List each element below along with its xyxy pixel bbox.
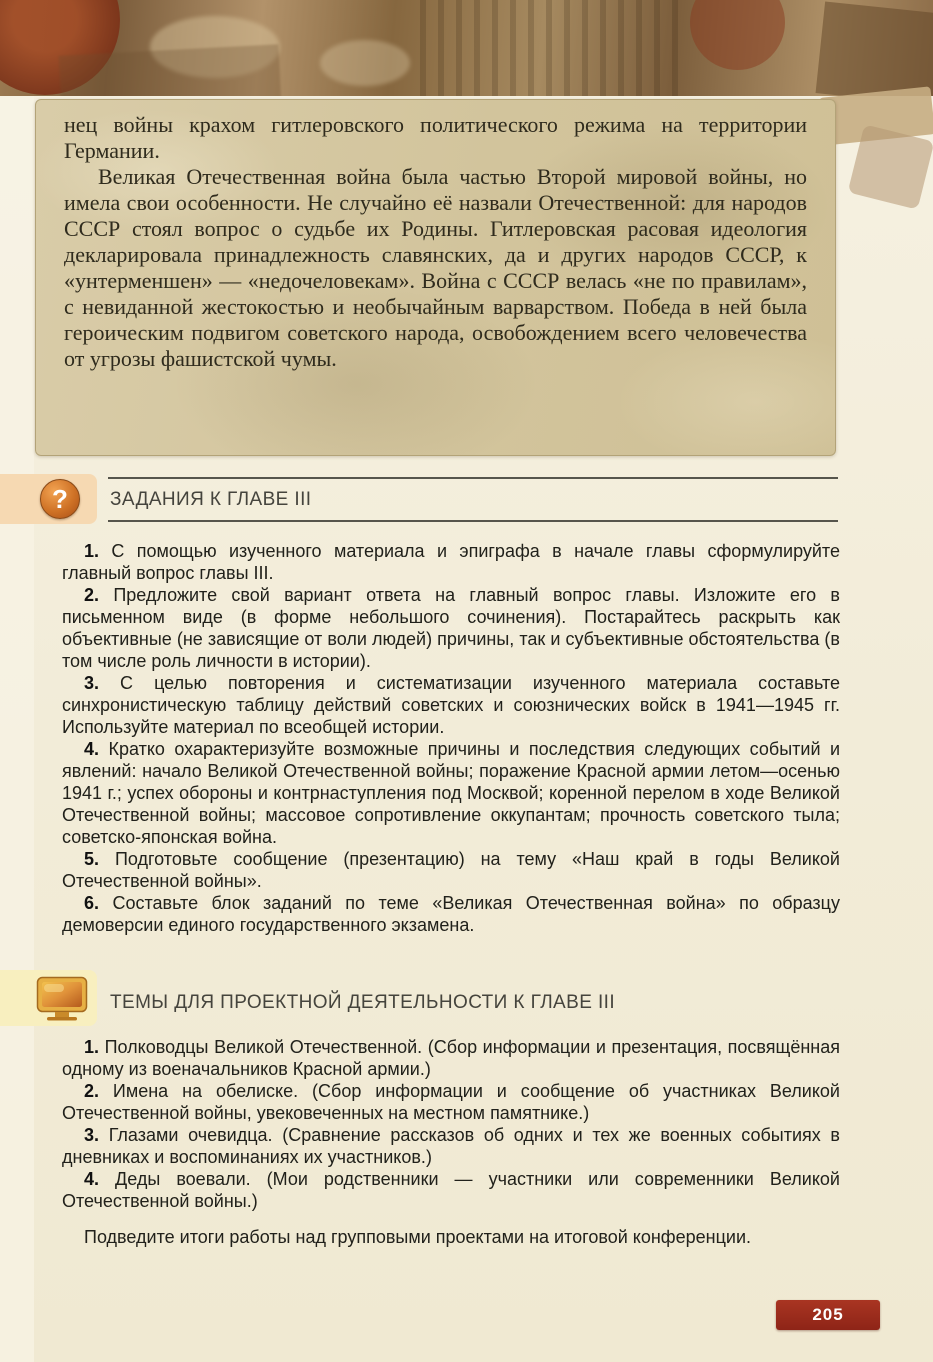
task-text: Предложите свой вариант ответа на главный вопрос главы. Изложите его в письменном виде (в форме небольшого сочинения). Постарайтесь раскрыть как объективные (не зависящие от воли людей) причины, так и субъективные обстоятельства (в том числе роль личности в истории).	[62, 585, 840, 671]
task-text: С целью повторения и систематизации изученного материала составьте синхронистическую таблицу действий советских и союзнических войск в 1941—1945 гг. Используйте материал по всеобщей истории.	[62, 673, 840, 737]
task-text: Составьте блок заданий по теме «Великая Отечественная война» по образцу демоверсии единого государственного экзамена.	[62, 893, 840, 935]
projects-section-title: ТЕМЫ ДЛЯ ПРОЕКТНОЙ ДЕЯТЕЛЬНОСТИ К ГЛАВЕ III	[110, 992, 615, 1013]
collage-red-shape	[690, 0, 785, 70]
project-item	[62, 1080, 840, 1124]
project-number: 2.	[84, 1081, 100, 1101]
project-text: Имена на обелиске. (Сбор информации и сообщение об участниках Великой Отечественной войны, увековеченных на местном памятнике.)	[62, 1081, 840, 1123]
summary-text-box	[35, 99, 836, 456]
task-item	[62, 540, 840, 584]
tasks-list	[62, 540, 840, 936]
collage-light-spot	[320, 40, 410, 86]
project-number: 4.	[84, 1169, 100, 1189]
page-margin-strip	[0, 96, 34, 1362]
project-text: Глазами очевидца. (Сравнение рассказов об одних и тех же военных событиях в дневниках и воспоминаниях их участников.)	[62, 1125, 840, 1167]
project-number: 1.	[84, 1037, 100, 1057]
task-item	[62, 672, 840, 738]
project-text: Полководцы Великой Отечественной. (Сбор информации и презентация, посвящённая одному из военачальников Красной армии.)	[62, 1037, 840, 1079]
task-item	[62, 848, 840, 892]
project-item	[62, 1036, 840, 1080]
task-number: 1.	[84, 541, 100, 561]
collage-dark-shape	[816, 1, 933, 96]
task-item	[62, 738, 840, 848]
projects-list	[62, 1036, 840, 1248]
task-number: 6.	[84, 893, 100, 913]
question-icon: ?	[40, 479, 80, 519]
tasks-section-title: ЗАДАНИЯ К ГЛАВЕ III	[110, 489, 312, 510]
section-divider-bottom	[108, 520, 838, 522]
task-number: 4.	[84, 739, 100, 759]
task-item	[62, 584, 840, 672]
task-number: 3.	[84, 673, 100, 693]
project-item	[62, 1124, 840, 1168]
task-item	[62, 892, 840, 936]
task-number: 2.	[84, 585, 100, 605]
project-text: Деды воевали. (Мои родственники — участники или современники Великой Отечественной войны.)	[62, 1169, 840, 1211]
project-number: 3.	[84, 1125, 100, 1145]
task-number: 5.	[84, 849, 100, 869]
monitor-icon	[36, 976, 88, 1027]
collage-building-strokes	[420, 0, 690, 96]
summary-paragraph: нец войны крахом гитлеровского политического режима на территории Германии.	[64, 112, 807, 163]
summary-paragraph: Великая Отечественная война была частью Второй мировой войны, но имела свои особенности. Не случайно её назвали Отечественной: для народов СССР стоял вопрос о судьбе их Родины. Гитлеровская расовая идеология декларировала принадлежность славянских, да и других народов СССР, к «унтерменшен» — «недочеловекам». Война с СССР велась «не по правилам», с невиданной жестокостью и необычайным варварством. Победа в ней была героическим подвигом советского народа, освобождением всего человечества от угрозы фашистской чумы.	[64, 164, 807, 371]
header-collage-art	[0, 0, 933, 96]
section-divider-top	[108, 477, 838, 479]
task-text: Кратко охарактеризуйте возможные причины и последствия следующих событий и явлений: начало Великой Отечественной войны; поражение Красной армии летом—осенью 1941 г.; успех обороны и контрнаступления под Москвой; коренной перелом в ходе Великой Отечественной войны; массовое сопротивление оккупантам; прочность советского тыла; советско-японская война.	[62, 739, 840, 847]
task-text: Подготовьте сообщение (презентацию) на тему «Наш край в годы Великой Отечественной войны».	[62, 849, 840, 891]
collage-fragment	[848, 124, 933, 209]
projects-footer-note: Подведите итоги работы над групповыми проектами на итоговой конференции.	[84, 1227, 752, 1247]
project-item	[62, 1168, 840, 1212]
task-text: С помощью изученного материала и эпиграфа в начале главы сформулируйте главный вопрос главы III.	[62, 541, 840, 583]
page-number-badge: 205	[776, 1300, 880, 1330]
